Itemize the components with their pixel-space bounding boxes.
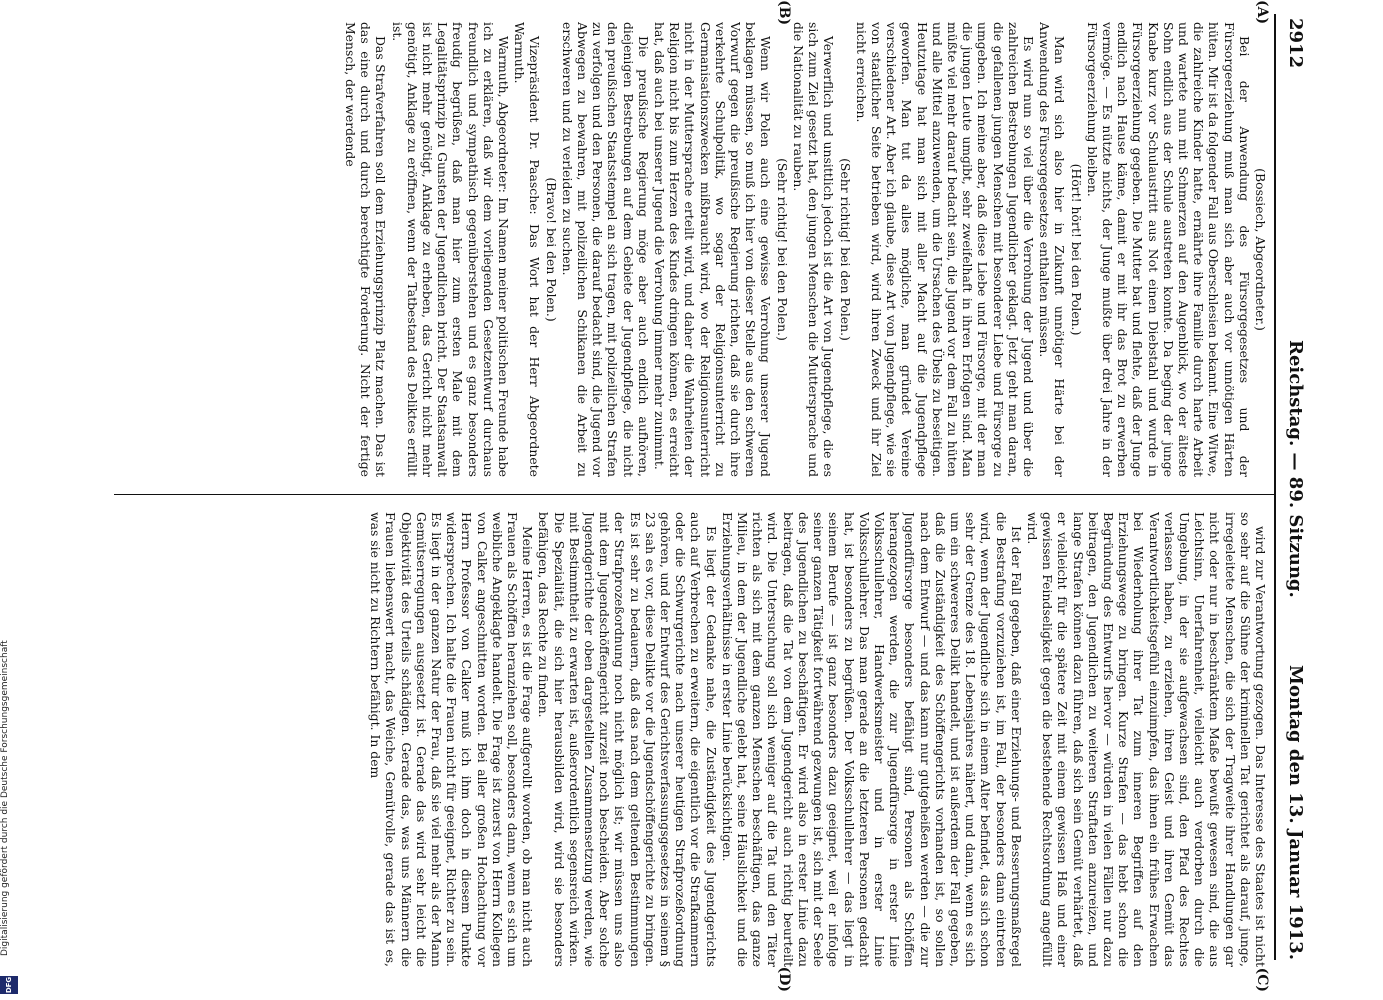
paragraph: Die preußische Regierung möge aber auch endlich aufhören, diejenigen Bestrebungen auf dem Gebiete der Jugendpflege, die nicht den preußischen Staatsstempel an sich tragen, mit polizeilichen Strafen zu verfolgen und den Personen, die darauf bedacht sind, die Jugend vor Abwegen zu bewahren, mit polizeilichen Schikanen die Arbeit zu erschweren und zu verleiden zu suchen. — [559, 22, 651, 477]
column-divider — [114, 494, 1274, 495]
margin-mark-d: (D) — [776, 966, 792, 992]
interjection: (Hört! hört! bei den Polen.) — [1068, 163, 1084, 336]
digitization-credit: Digitalisierung gefördert durch die Deutsche Forschungsgemeinschaft — [0, 640, 10, 956]
header-rule — [1274, 14, 1276, 960]
paragraph: Bei der Anwendung des Fürsorgegesetzes und der Fürsorgeerziehung muß man sich aber auch vor unnötigen Härten hüten. Mir ist da folgender Fall aus Oberschlesien bekannt. Eine Witwe, die zahlreiche Kinder hatte, ernährte ihre Familie durch harte Arbeit und wartete nun mit Schmerzen auf den Augenblick, wo der älteste Sohn endlich aus der Schule austreten konnte. Da beging der junge Knabe kurz vor Schulaustritt aus Not einen Diebstahl und wurde in Fürsorgeerziehung gegeben. Die Mutter bat und flehte, daß der Junge endlich nach Hause käme, damit er mit ihr das Brot zu erwerben vermöge. — Es nützte nichts, der Junge mußte über drei Jahre in der Fürsorgeerziehung bleiben. — [1084, 22, 1252, 477]
paragraph: Das Strafverfahren soll dem Erziehungsprinzip Platz machen. Das ist das eine durch und durch berechtigte Forderung. Nicht der fertige Mensch, der werdende — [343, 22, 389, 477]
speaker-line: (Bossiech, Abgeordneter.) — [1253, 168, 1268, 331]
left-text-column — [114, 22, 1268, 477]
page-header — [1280, 18, 1306, 960]
dfg-logo: DFG — [0, 976, 18, 994]
paragraph: Vizepräsident Dr. Paasche: Das Wort hat der Herr Abgeordnete Warmuth. — [512, 22, 543, 477]
margin-mark-b: (B) — [776, 0, 792, 26]
paragraph: Man wird sich also hier in Zukunft unnötiger Härte bei der Anwendung des Fürsorgegesetzes enthalten müssen. — [1037, 22, 1068, 477]
paragraph: Wenn wir Polen auch eine gewisse Verrohung unserer Jugend beklagen müssen, so muß ich hier von dieser Stelle aus den schweren Vorwurf gegen die preußische Regierung richten, daß sie durch ihre verkehrte Schulpolitik, wo sogar der Religionsunterricht zu Germanisationszwecken mißbraucht wird, wo der Religionsunterricht nicht in der Muttersprache erteilt wird, und daher die Wahrheiten der Religion nicht bis zum Herzen des Kindes dringen können, es erreicht hat, daß auch bei unserer Jugend die Verrohung immer mehr zunimmt. — [652, 22, 774, 477]
margin-mark-a: (A) — [1254, 0, 1270, 25]
interjection: (Sehr richtig! bei den Polen.) — [837, 158, 853, 341]
paragraph: Ist der Fall gegeben, daß einer Erziehungs- und Besserungsmaßregel die Bestrafung vorzuziehen ist, im Fall, der besonders dann eintreten wird, wenn der Jugendliche sich in einem Alter befindet, das sich schon sehr der Grenze des 18. Lebensjahres nähert, und dann, wenn es sich um ein schwereres Delikt handelt, und ist außerdem der Fall gegeben, daß die Zuständigkeit des Schöffengerichts vorhanden ist, so sollen nach dem Entwurf — und das kann nur gutgeheißen werden — die zur Jugendfürsorge besonders befähigt sind, Personen als Schöffen herangezogen werden, die zur Jugendfürsorge in erster Linie Volksschullehrer, Handwerksmeister und in erster Linie Volksschullehrer. Das man gerade an die letzteren Personen gedacht hat, ist besonders zu begrüßen. Der Volksschullehrer — das liegt in seinem Berufe — ist ganz besonders dazu geeignet, weil er infolge seiner ganzen Tätigkeit fortwährend gezwungen ist, sich mit der Seele des Jugendlichen zu beschäftigen. Er wird also in erster Linie dazu beitragen, daß die Tat von dem Jugendgericht auch richtig beurteilt wird. Die Untersuchung soll sich weniger auf die Tat und den Täter richten als sich mit dem ganzen Menschen beschäftigen, das ganze Milieu, in dem der Jugendliche gelebt hat, seine Häuslichkeit und die Erziehungsverhältnisse in erster Linie berücksichtigen. — [719, 512, 1024, 967]
interjection: (Bravo! bei den Polen.) — [543, 177, 559, 322]
margin-mark-c: (C) — [1254, 967, 1270, 992]
paragraph: wird zur Verantwortung gezogen. Das Interesse des Staates ist nicht so sehr auf die Sühne der kriminellen Tat gerichtet als darauf, junge, irregeleitete Menschen, die sich der Tragweite ihrer Handlungen gar nicht oder nur in beschränktem Maße bewußt gewesen sind, die aus Leichtsinn, Unerfahrenheit, vielleicht auch verdorben durch die Umgebung, in der sie aufgewachsen sind, den Pfad des Rechtes verlassen haben, zu erziehen, ihren Geist und ihren Gemüt das Verantwortlichkeitsgefühl einzuimpfen, das ihnen ein frühes Erwachen bei Wiederholung ihrer Tat zum inneren Begriffen auf den Erziehungswege zu bringen. Kurze Strafen — das hebt schon die Begründung des Entwurfs hervor — würden in vielen Fällen nur dazu beitragen, den Jugendlichen zu weiteren Straftaten anzureizen, und lange Strafen können dazu führen, daß sich sein Gemüt verhärtet, daß er vielleicht für die spätere Zeit mit einem gewissen Haß und einer gewissen Feindseligkeit gegen die bestehende Rechtsordnung angefüllt wird. — [1024, 512, 1268, 967]
paragraph: Es liegt der Gedanke nahe, die Zuständigkeit des Jugendgerichts auch auf Verbrechen zu erweitern, die eigentlich vor die Strafkammern oder die Schwurgerichte nach unserer heutigen Strafprozeßordnung gehören, und der Entwurf des Gerichtsverfassungsgesetzes in seinem § 23 sah es vor, diese Delikte vor die Jugendschöffengerichte zu bringen. Es ist sehr zu bedauern, daß das nach dem geltenden Bestimmungen der Strafprozeßordnung noch nicht möglich ist; wir müssen uns also mit dem Jugendschöffengericht zurzeit noch bescheiden. Aber solche Jugendgerichte der oben dargestellten Zusammensetzung werden, wie mit Bestimmtheit zu erwarten ist, außerordentlich segensreich wirken. Die Spezialität, die sich hier herausbilden wird, wird sie besonders befähigen, das Rechte zu finden. — [536, 512, 719, 967]
paragraph: Warmuth, Abgeordneter: Im Namen meiner politischen Freunde habe ich zu erklären, daß wir dem vorliegenden Gesetzentwurf durchaus freundlich und sympathisch gegenüberstehen und es ganz besonders freudig begrüßen, daß man hier zum ersten Male mit dem Legalitätsprinzip zu Gunsten der Jugendlichen bricht. Der Staatsanwalt ist nicht mehr genötigt, Anklage zu erheben, das Gericht nicht mehr genötigt, Anklage zu eröffnen, wenn der Tatbestand des Deliktes erfüllt ist. — [389, 22, 512, 477]
header-title: Reichstag. — 89. Sitzung. — [1285, 340, 1306, 598]
scanned-page — [74, 0, 1314, 1000]
paragraph: Verwerflich und unsittlich jedoch ist die Art von Jugendpflege, die es sich zum Ziel gesetzt hat, den jungen Menschen die Muttersprache und die Nationalität zu rauben. — [790, 22, 837, 477]
right-text-column — [114, 512, 1268, 967]
header-date: Montag den 13. Januar 1913. — [1285, 665, 1306, 960]
paragraph: Es wird nun so viel über die Verrohung der Jugend und über die zahlreichen Bestrebungen Jugendlicher geklagt. Jetzt geht man daran, die gefallenen jungen Menschen mit besonderer Liebe und Fürsorge zu umgeben. Ich meine aber, daß diese Liebe und Fürsorge, mit der man die jungen Leute umgibt, sehr zweifelhaft in ihren Erfolgen sind. Man müßte viel mehr darauf bedacht sein, die Jugend vor dem Fall zu hüten und alle Mittel anzuwenden, um die Ursachen des Übels zu beseitigen. Heutzutage hat man sich mit aller Macht auf die Jugendpflege geworfen. Man tut da alles mögliche, man gründet Vereine verschiedener Art. Aber ich glaube, diese Art von Jugendpflege, wie sie von staatlicher Seite betrieben wird, wird ihren Zweck und ihr Ziel nicht erreichen. — [853, 22, 1036, 477]
paragraph: Meine Herren, es ist die Frage aufgerollt worden, ob man nicht auch Frauen als Schöffen heranziehen soll, besonders dann, wenn es sich um weibliche Angeklagte handelt. Die Frage ist zuerst von Herrn Kollegen von Calker angeschnitten worden. Bei aller großen Hochachtung vor Herrn Professor von Calker muß ich ihm doch in diesem Punkte widersprechen. Ich halte die Frauen nicht für geeignet, Richter zu sein. Es liegt in der ganzen Natur der Frau, daß sie viel mehr als der Mann Gemütserregungen ausgesetzt ist. Gerade das wird sehr leicht die Objektivität des Urteils schädigen. Gerade das, was uns Männern die Frauen liebenswert macht, das Weiche, Gemütvolle, gerade das ist es, was sie nicht zu Richtern befähigt. In dem — [368, 512, 536, 967]
page-number: 2912 — [1285, 18, 1306, 69]
interjection: (Sehr richtig! bei den Polen.) — [774, 158, 790, 341]
